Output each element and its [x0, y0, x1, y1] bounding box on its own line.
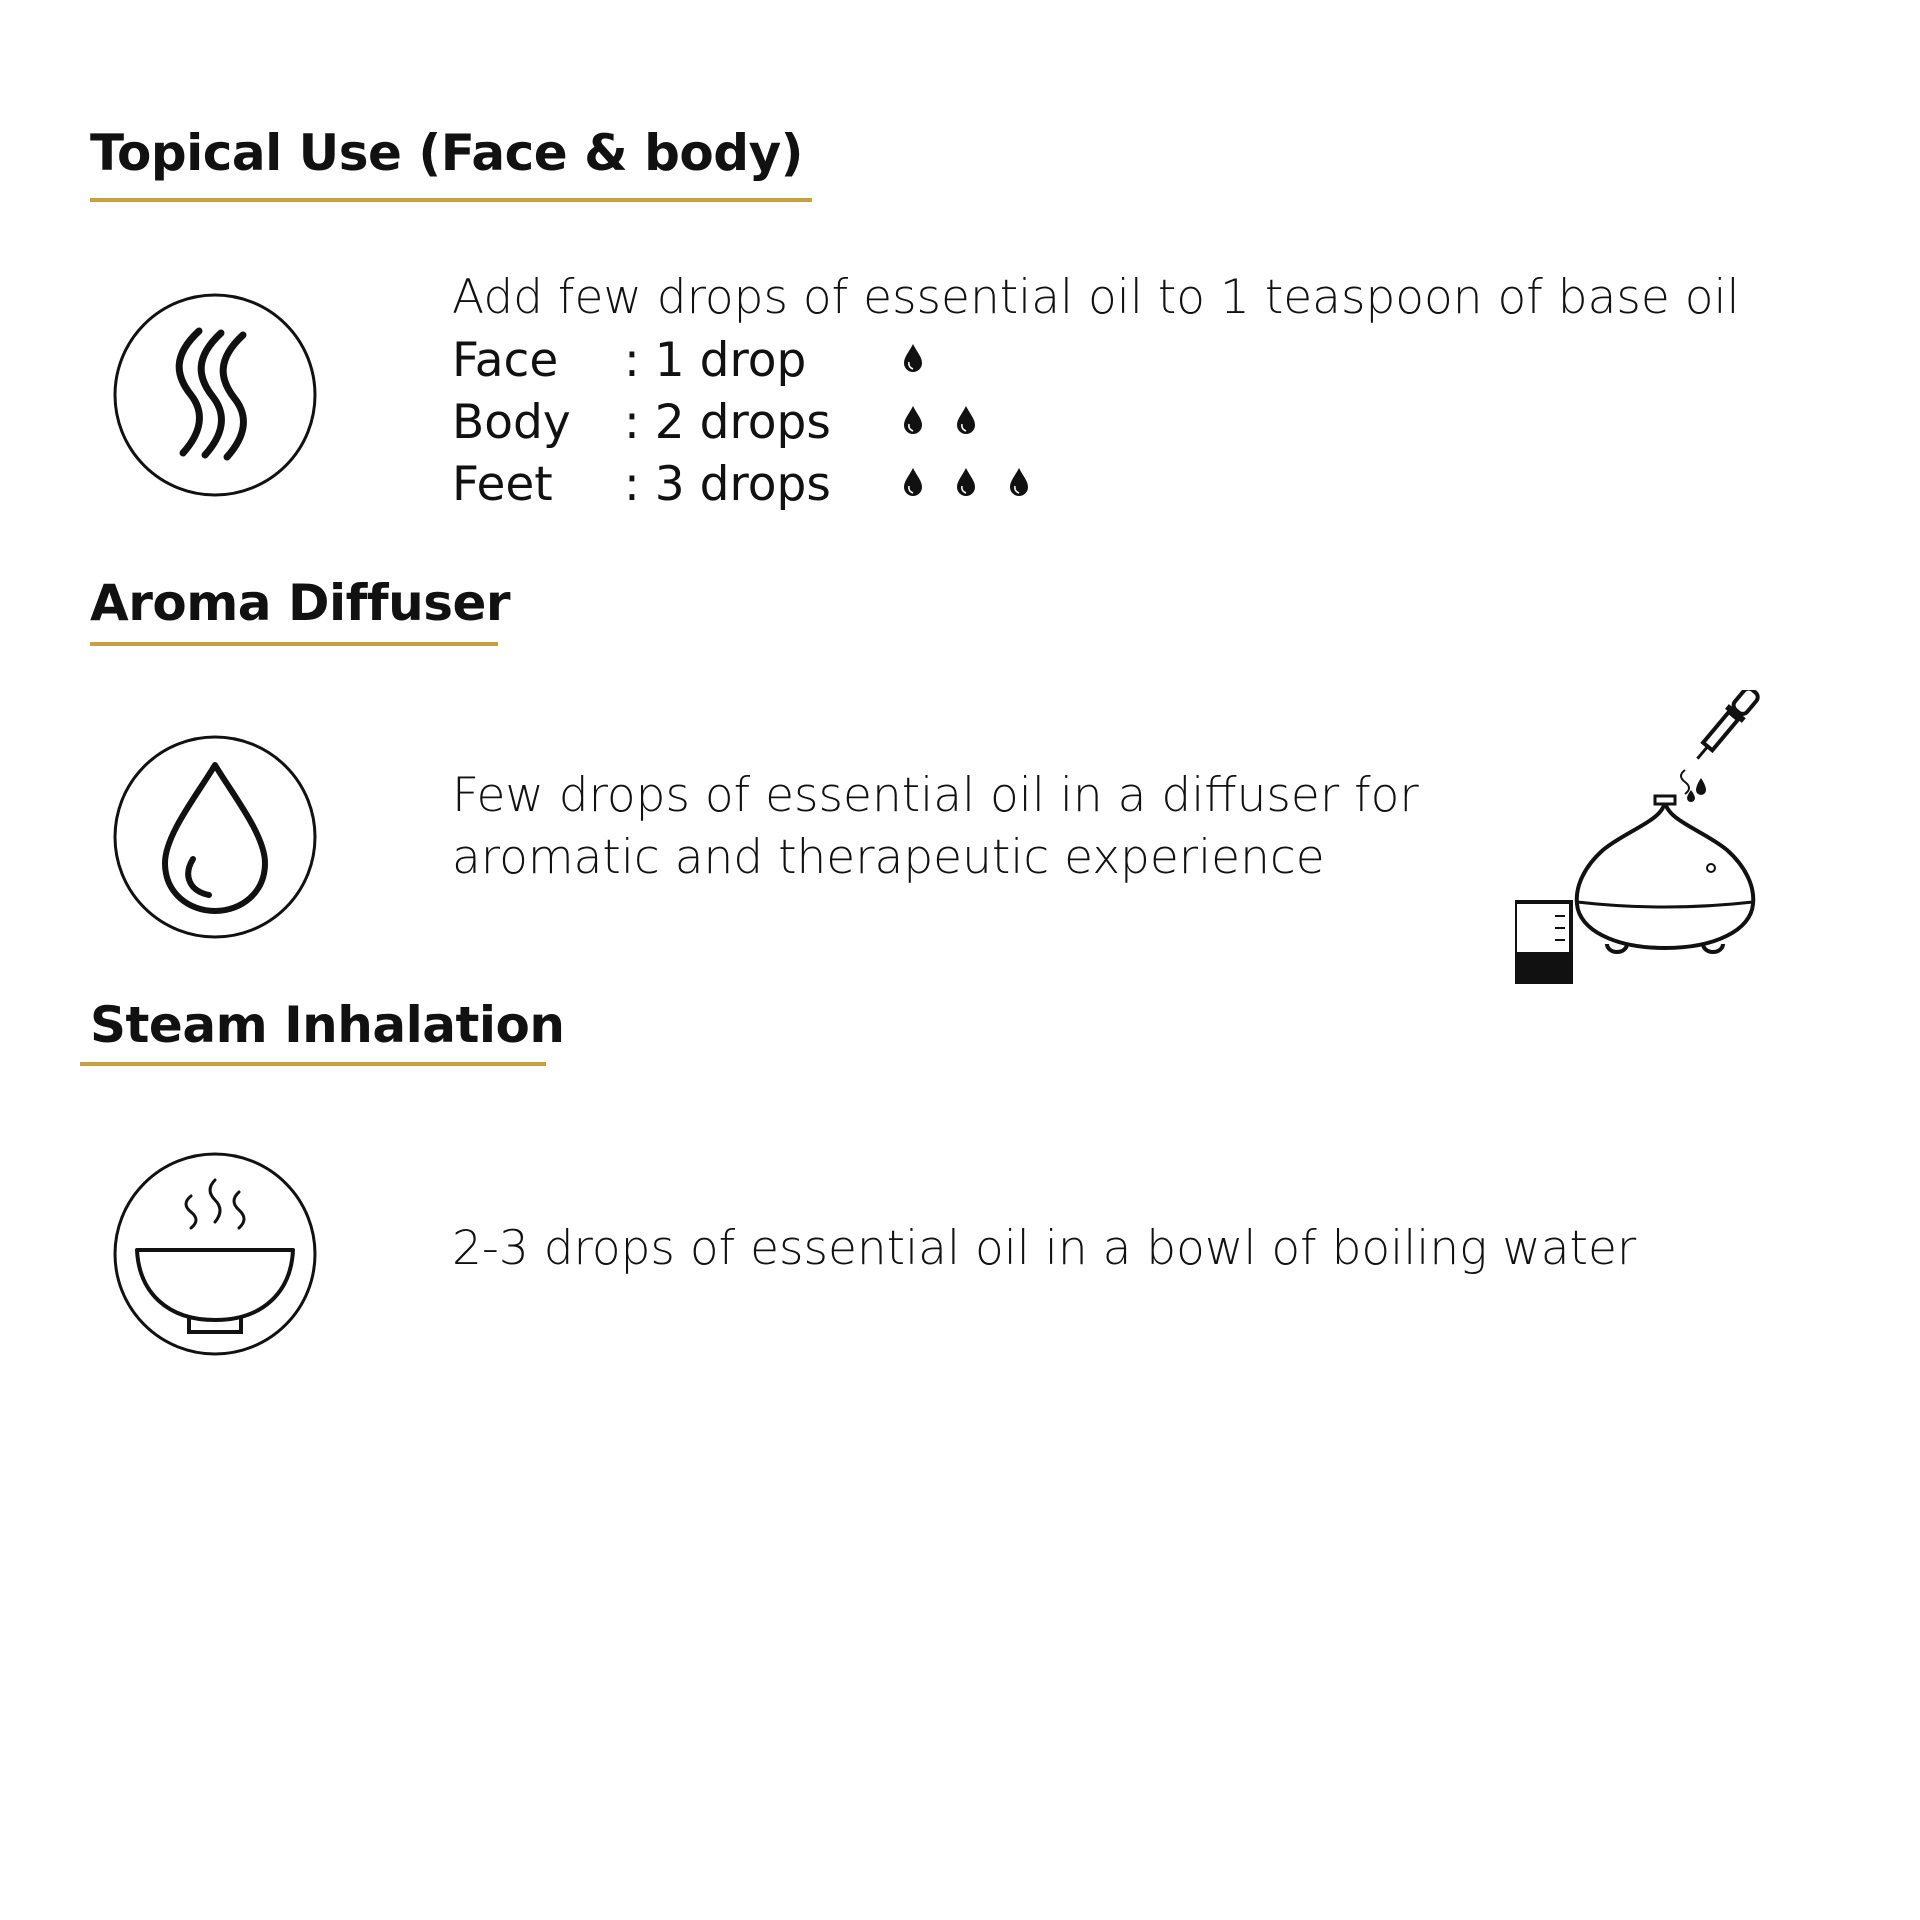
drop-icon — [902, 405, 924, 435]
topical-intro: Add few drops of essential oil to 1 teaspoon of base oil — [452, 270, 1740, 325]
dose-amount: : 3 drops — [624, 456, 831, 512]
diffuser-heading: Aroma Diffuser — [90, 574, 511, 632]
diffuser-heading-underline — [90, 642, 498, 646]
drop-indicator — [902, 405, 977, 435]
dose-part: Face — [452, 332, 559, 388]
diffuser-illustration — [1515, 690, 1815, 990]
diffuser-line-1: Few drops of essential oil in a diffuser for — [452, 768, 1419, 823]
dose-amount: : 2 drops — [624, 394, 831, 450]
drop-icon — [902, 467, 924, 497]
steam-heading: Steam Inhalation — [90, 996, 565, 1054]
steaming-bowl-icon — [113, 1152, 317, 1356]
topical-heading: Topical Use (Face & body) — [90, 124, 804, 182]
drop-indicator — [902, 343, 924, 373]
drop-icon — [955, 405, 977, 435]
dropper-icon — [1689, 690, 1762, 766]
dose-amount: : 1 drop — [624, 332, 807, 388]
diffuser-line-2: aromatic and therapeutic experience — [452, 830, 1325, 885]
dose-part: Feet — [452, 456, 553, 512]
steam-heading-underline — [80, 1062, 546, 1066]
water-drop-icon — [113, 735, 317, 939]
topical-heading-underline — [90, 198, 812, 202]
beaker-icon — [1515, 902, 1571, 982]
dose-part: Body — [452, 394, 571, 450]
drop-icon — [902, 343, 924, 373]
steam-text: 2-3 drops of essential oil in a bowl of boiling water — [452, 1221, 1637, 1276]
drop-icon — [1008, 467, 1030, 497]
steam-waves-icon — [113, 293, 317, 497]
drop-icon — [955, 467, 977, 497]
drop-indicator — [902, 467, 1030, 497]
